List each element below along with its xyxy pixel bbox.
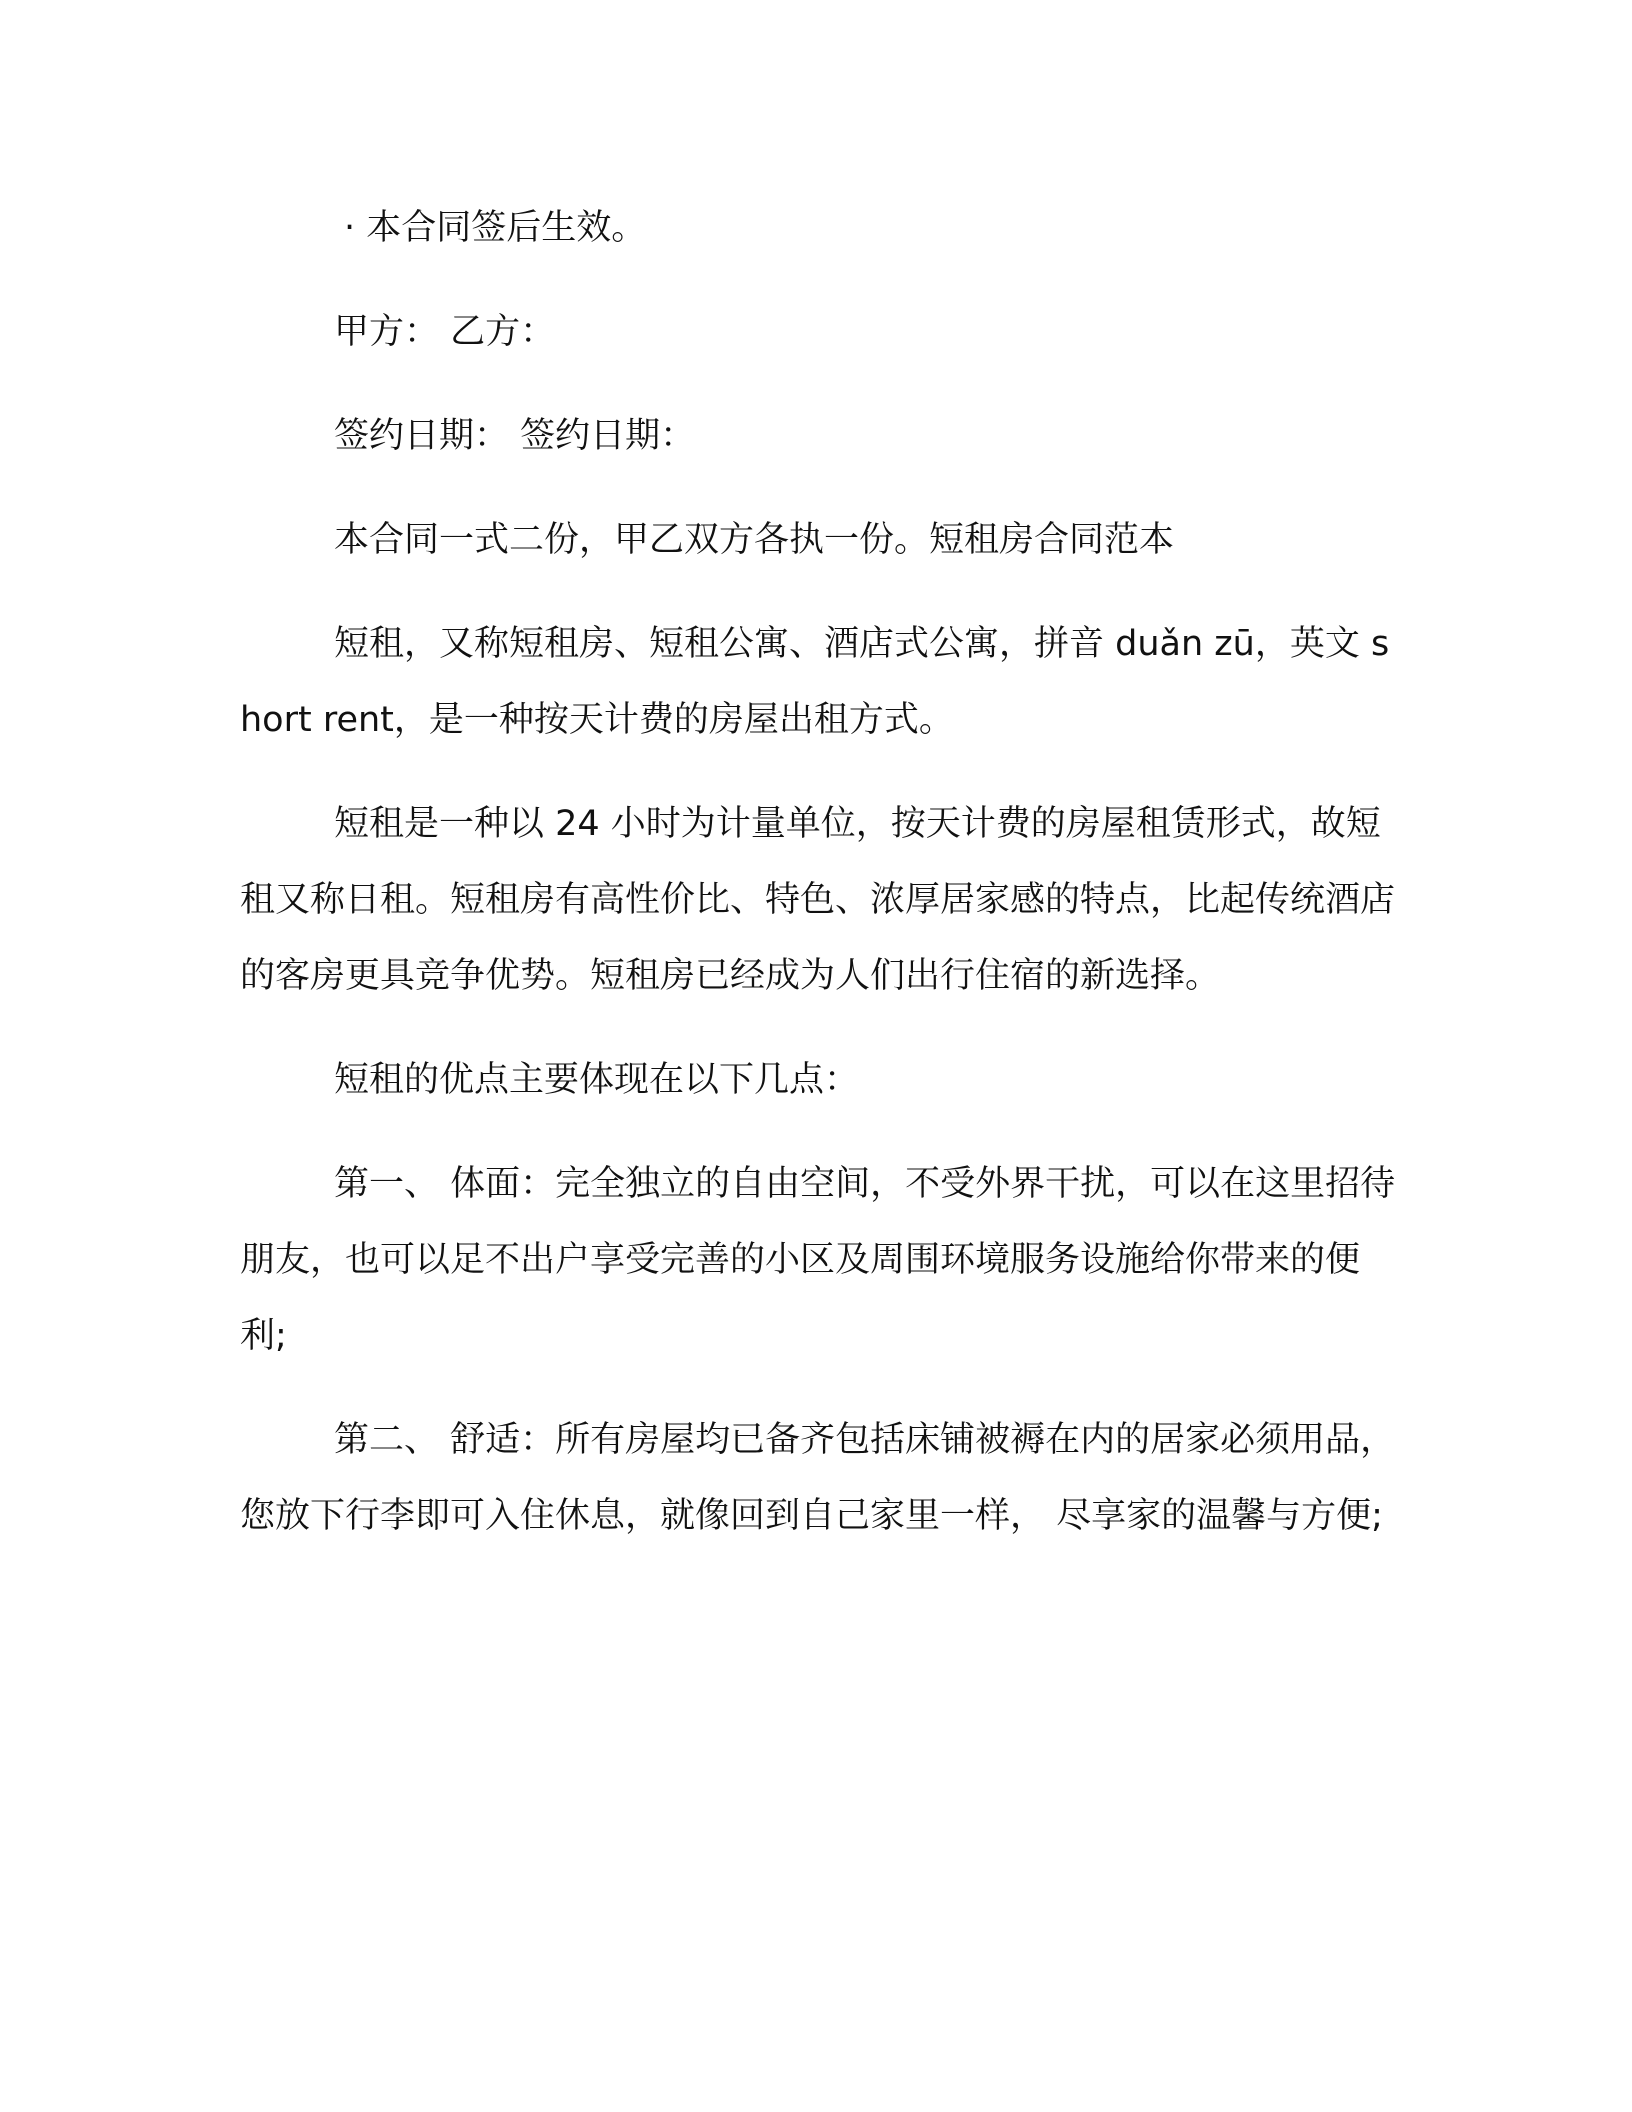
party-signature-line: 甲方： 乙方： <box>334 312 556 352</box>
copies-clause: 本合同一式二份，甲乙双方各执一份。短租房合同范本 <box>334 520 1175 560</box>
definition-paragraph: 短租，又称短租房、短租公寓、酒店式公寓，拼音 duǎn zū，英文 short rent，是一种按天计费的房屋出租方式。 <box>240 624 1390 740</box>
advantage-item: 第一、 体面：完全独立的自由空间，不受外界干扰，可以在这里招待朋友，也可以足不出户享受完善的小区及周围环境服务设施给你带来的便利; <box>240 1164 1396 1356</box>
effective-clause: · 本合同签后生效。 <box>344 208 647 248</box>
document-body <box>240 190 1396 1582</box>
description-paragraph: 短租是一种以 24 小时为计量单位，按天计费的房屋租赁形式，故短租又称日租。短租房有高性价比、特色、浓厚居家感的特点，比起传统酒店的客房更具竞争优势。短租房已经成为人们出行住宿的新选择。 <box>240 804 1396 996</box>
advantage-item: 第二、 舒适：所有房屋均已备齐包括床铺被褥在内的居家必须用品，您放下行李即可入住休息，就像回到自己家里一样， 尽享家的温馨与方便; <box>240 1420 1396 1536</box>
signing-date-line: 签约日期： 签约日期： <box>334 416 696 456</box>
advantages-intro: 短租的优点主要体现在以下几点： <box>334 1060 860 1100</box>
